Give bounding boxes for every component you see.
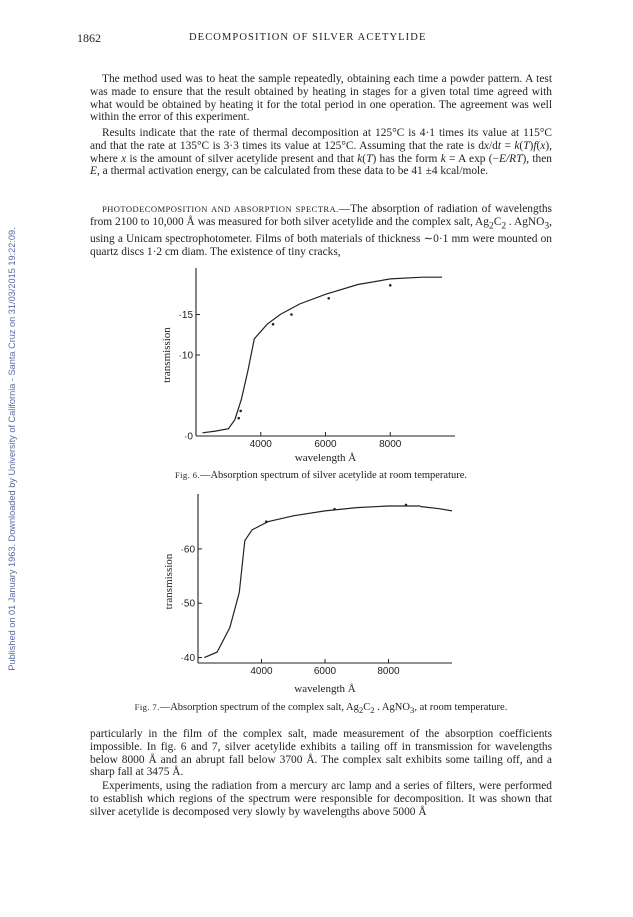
figure-7-caption: Fig. 7.—Absorption spectrum of the complex salt, $Ag_2C_2$ . AgNO$_3$, at room temperature. [134, 702, 508, 716]
fig6-data-point [290, 313, 293, 316]
paragraph-results: Results indicate that the rate of thermal decomposition at 125°C is 4·1 times its value at 115°C and that the rate at 135°C is 3·3 times its value at 125°C. Assuming that the rate is dx/dt = k(T)f(x), where x is the amount of silver acetylide present and that k(T) has the form k = A exp (−E/RT), then E, a thermal activation energy, can be calculated from these data to be 41 ±4 kcal/mole. [90, 127, 552, 178]
fig7-x-axis-label: wavelength Å [294, 683, 356, 695]
fig6-y-axis-label: transmission [161, 327, 173, 383]
fig6-plot [161, 268, 455, 464]
page-number: 1862 [77, 31, 101, 45]
figure-6-caption: Fig. 6.—Absorption spectrum of silver acetylide at room temperature. [174, 470, 468, 481]
paragraph-method: The method used was to heat the sample repeatedly, obtaining each time a powder pattern. A test was made to ensure that the result obtained by heating in stages for a given total time agreed with what would be obtained by heating it for the total period in one operation. The agreement was well within the error of this experiment. [90, 73, 552, 124]
fig7-y-axis-label: transmission [163, 553, 175, 610]
figure-6-chart [0, 270, 633, 465]
fig7-data-point [405, 504, 408, 507]
fig6-x-axis-label: wavelength Å [294, 452, 357, 464]
fig6-data-point [389, 284, 392, 287]
paragraph-experiments: Experiments, using the radiation from a mercury arc lamp and a series of filters, were performed to establish which regions of the spectrum were responsible for decomposition. It was shown that silver acetylide is decomposed very slowly by wavelengths above 5000 Å [90, 780, 552, 818]
fig6-curve-0 [203, 277, 443, 433]
fig7-curve-1 [420, 507, 452, 511]
fig7-data-point [333, 508, 336, 511]
fig7-x-tick-label: 6000 [313, 666, 337, 677]
paragraph-tailing: particularly in the film of the complex salt, made measurement of the absorption coefficients impossible. In fig. 6 and 7, silver acetylide exhibits a tailing off in transmission for wavelengths below 8000 Å and an abrupt fall below 3700 Å. The complex salt exhibits some tailing off, and a sharp fall at 3475 Å. [90, 728, 552, 779]
fig6-y-tick-label: ·15 [178, 310, 193, 321]
fig6-data-point [327, 297, 330, 300]
fig7-y-tick-label: ·40 [180, 653, 195, 665]
fig6-y-tick-label: ·0 [184, 431, 193, 443]
fig7-data-point [265, 520, 268, 523]
download-watermark: Published on 01 January 1963. Downloaded by University of California - Santa Cruz on 31/03/2015 19:22:09. [7, 227, 17, 671]
fig7-y-tick-label: ·50 [180, 598, 195, 610]
fig7-curve-0 [204, 506, 420, 658]
fig6-data-point [237, 417, 240, 420]
figure-7 [0, 490, 633, 700]
fig7-x-tick-label: 4000 [250, 666, 273, 677]
fig6-x-tick-label: 4000 [249, 439, 272, 450]
paragraph-photodecomposition: PHOTODECOMPOSITION AND ABSORPTION SPECTRA.—The absorption of radiation of wavelengths from 2100 to 10,000 Å was measured for both silver acetylide and the complex salt, $Ag_2C_2$ . AgNO$_3$, using a Unicam spectrophotometer. Films of both materials of thickness ∼0·1 mm were mounted on quartz discs 1·2 cm diam. The existence of tiny cracks, [90, 203, 552, 258]
fig6-x-tick-label: 8000 [379, 439, 402, 450]
page-header [77, 31, 557, 47]
fig7-y-tick-label: ·60 [180, 544, 195, 556]
fig7-plot [163, 494, 452, 695]
running-title: DECOMPOSITION OF SILVER ACETYLIDE [189, 32, 427, 43]
fig7-x-tick-label: 8000 [377, 666, 400, 677]
fig6-x-tick-label: 6000 [314, 439, 337, 450]
figure-6 [0, 270, 633, 465]
section-heading: PHOTODECOMPOSITION AND ABSORPTION SPECTRA. [102, 204, 339, 214]
fig6-data-point [272, 323, 275, 326]
fig6-y-tick-label: ·10 [178, 350, 193, 362]
fig6-data-point [239, 410, 242, 413]
figure-7-chart [0, 490, 633, 700]
